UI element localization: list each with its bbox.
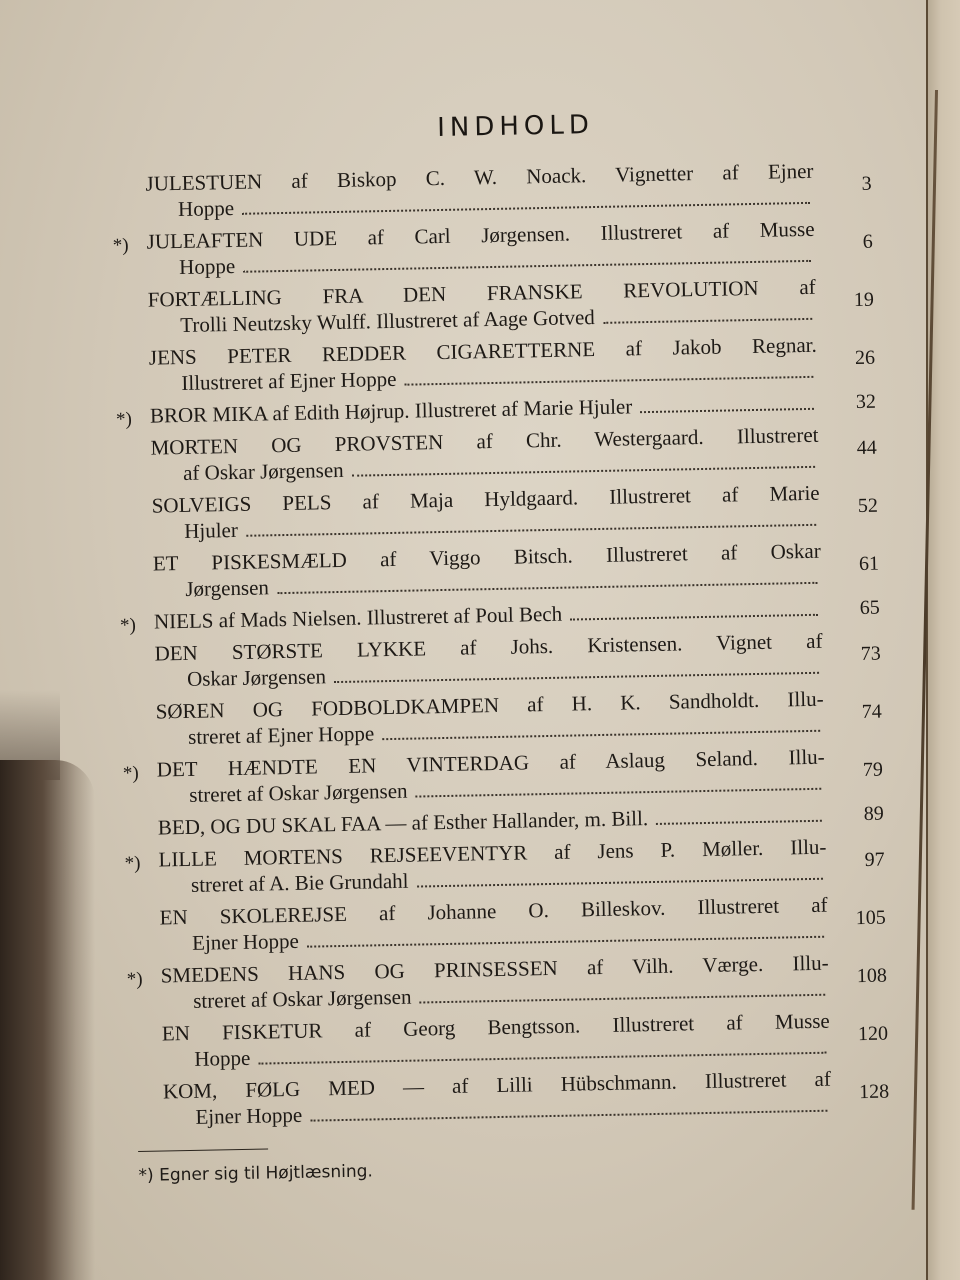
page-shadow (0, 760, 95, 1280)
page-number: 89 (863, 802, 884, 825)
toc-entry (123, 743, 884, 810)
read-aloud-mark: *) (126, 968, 143, 991)
dot-leader (405, 375, 814, 386)
read-aloud-mark: *) (119, 614, 137, 637)
entry-title-text: BROR MIKA af Edith Højrup. Illustreret af Marie Hjuler (149, 394, 633, 428)
entry-title-line: JULEAFTEN UDE af Carl Jørgensen. Illustreret af Musse (146, 216, 815, 254)
entry-title-line: EN FISKETUR af Georg Bengtsson. Illustreret af Musse (161, 1008, 830, 1046)
dot-leader (310, 1109, 827, 1122)
entry-title-text: NIELS af Mads Nielsen. Illustreret af Poul Bech (153, 601, 563, 634)
toc-entry (117, 479, 878, 546)
read-aloud-mark: *) (112, 234, 129, 257)
dot-leader (277, 581, 817, 594)
entry-continuation-text: Oskar Jørgensen (186, 664, 327, 691)
table-of-contents (110, 93, 891, 1186)
page-title: INDHOLD (436, 110, 595, 144)
dot-leader (246, 523, 816, 537)
entry-title-line: EN SKOLEREJSE af Johanne O. Billeskov. Illustreret af (159, 892, 828, 930)
page-number: 120 (857, 1022, 889, 1046)
entry-title-line: LILLE MORTENS REJSEEVENTYR af Jens P. Møller. Illu- (158, 834, 827, 872)
entry-continuation-text: streret af Oskar Jørgensen (193, 984, 412, 1013)
dot-leader (334, 671, 819, 683)
dot-leader (352, 465, 815, 477)
page-number: 52 (857, 494, 879, 518)
dot-leader (382, 729, 820, 740)
entry-title-line: SOLVEIGS PELS af Maja Hyldgaard. Illustreret af Marie (151, 480, 820, 518)
entry-title-line: ET PISKESMÆLD af Viggo Bitsch. Illustreret af Oskar (152, 538, 821, 576)
dot-leader (243, 259, 811, 273)
page-number: 65 (859, 596, 881, 619)
page-number: 97 (864, 848, 885, 871)
page-number: 61 (858, 552, 880, 576)
entry-continuation-text: Illustreret af Ejner Hoppe (181, 366, 397, 395)
toc-entry (115, 331, 876, 398)
dot-leader (417, 877, 823, 888)
entry-title-line: JULESTUEN af Biskop C. W. Noack. Vignetter af Ejner (145, 158, 814, 196)
entry-title-line: MORTEN OG PROVSTEN af Chr. Westergaard. Illustreret (150, 422, 819, 460)
entry-title-line: FORTÆLLING FRA DEN FRANSKE REVOLUTION af (147, 274, 816, 312)
toc-entry (124, 833, 885, 900)
entry-title-text: BED, OG DU SKAL FAA — af Esther Hallander, m. Bill. (157, 806, 649, 840)
toc-entry (111, 157, 872, 224)
entry-title-line: DET HÆNDTE EN VINTERDAG af Aslaug Seland. Illu- (156, 744, 825, 782)
page-number: 3 (861, 172, 872, 195)
page-number: 19 (853, 288, 875, 312)
entry-continuation-text: streret af Ejner Hoppe (187, 721, 375, 749)
entry-title-line: KOM, FØLG MED — af Lilli Hübschmann. Illustreret af (162, 1066, 832, 1104)
dot-leader (656, 819, 822, 825)
dot-leader (242, 201, 810, 215)
page-number: 74 (861, 700, 883, 723)
page-number: 6 (862, 230, 874, 253)
page-number: 108 (856, 964, 888, 988)
entry-continuation-text: Hoppe (194, 1045, 251, 1071)
footnote: *) Egner sig til Højtlæsning. (138, 1161, 374, 1186)
toc-entry (128, 1007, 889, 1074)
footnote-rule (138, 1148, 268, 1151)
toc-entry (129, 1065, 890, 1132)
dot-leader (570, 613, 818, 621)
page-number: 32 (855, 390, 877, 414)
dot-leader (640, 407, 814, 413)
toc-entry (125, 891, 886, 958)
entry-continuation-text: Jørgensen (185, 575, 270, 601)
entry-continuation-text: Hoppe (178, 253, 236, 279)
toc-entry (120, 627, 881, 694)
read-aloud-mark: *) (122, 762, 139, 785)
entry-title-line: DEN STØRSTE LYKKE af Johs. Kristensen. Vignet af (154, 628, 823, 666)
dot-leader (307, 935, 824, 948)
entry-continuation-text: Ejner Hoppe (195, 1102, 303, 1129)
page-number: 26 (854, 346, 876, 370)
dot-leader (258, 1051, 826, 1065)
page-number: 105 (855, 906, 886, 930)
read-aloud-mark: *) (124, 852, 141, 875)
read-aloud-mark: *) (115, 408, 133, 431)
page-number: 44 (856, 436, 877, 460)
entry-continuation-text: Ejner Hoppe (191, 928, 300, 955)
page-number: 73 (860, 642, 881, 665)
entry-continuation-text: Hjuler (183, 517, 239, 543)
dot-leader (416, 787, 822, 798)
entry-title-line: SØREN OG FODBOLDKAMPEN af H. K. Sandholdt. Illu- (155, 686, 824, 724)
toc-entries (111, 157, 889, 1131)
page-number: 128 (858, 1080, 890, 1104)
toc-entry (121, 685, 882, 752)
toc-entry (114, 273, 875, 340)
entry-title-line: SMEDENS HANS OG PRINSESSEN af Vilh. Værge. Illu- (160, 950, 829, 988)
toc-entry (127, 949, 888, 1016)
entry-title-line: JENS PETER REDDER CIGARETTERNE af Jakob Regnar. (148, 332, 817, 370)
toc-entry (119, 537, 880, 604)
book-spine (926, 0, 960, 1280)
entry-continuation-text: streret af A. Bie Grundahl (190, 868, 409, 897)
page-number: 79 (862, 758, 884, 781)
entry-continuation-text: af Oskar Jørgensen (182, 457, 344, 485)
dot-leader (603, 317, 812, 324)
toc-entry (112, 215, 873, 282)
entry-continuation-text: Trolli Neutzsky Wulff. Illustreret af Aage Gotved (180, 305, 596, 337)
entry-continuation-text: Hoppe (177, 195, 235, 222)
dot-leader (420, 993, 826, 1004)
toc-entry (116, 421, 877, 488)
entry-continuation-text: streret af Oskar Jørgensen (189, 778, 408, 807)
